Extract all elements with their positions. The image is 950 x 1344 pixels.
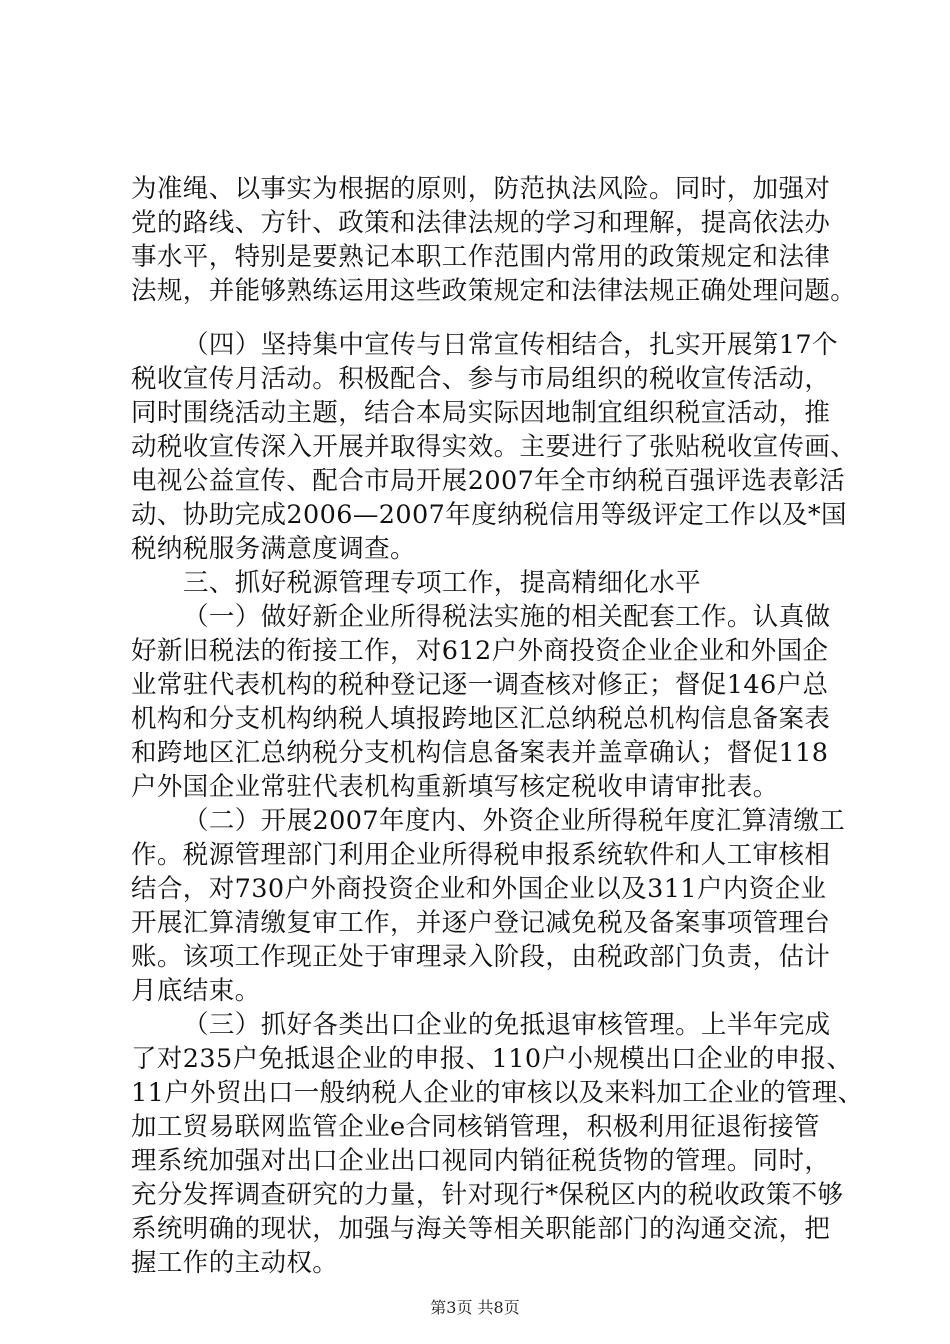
body-text-line: 同时围绕活动主题，结合本局实际因地制宜组织税宣活动，推: [131, 398, 831, 428]
paragraph-heading-line: （三）抓好各类出口企业的免抵退审核管理。上半年完成: [183, 1010, 831, 1040]
body-text-line: 动税收宣传深入开展并取得实效。主要进行了张贴税收宣传画、: [131, 432, 857, 462]
body-text-line: 税纳税服务满意度调查。: [131, 534, 416, 564]
body-text-line: 业常驻代表机构的税种登记逐一调查核对修正；督促146户总: [131, 670, 829, 700]
body-text-line: 账。该项工作现正处于审理录入阶段，由税政部门负责，估计: [131, 942, 831, 972]
body-text-line: 加工贸易联网监管企业e合同核销管理，积极利用征退衔接管: [131, 1112, 820, 1142]
body-text-line: 税收宣传月活动。积极配合、参与市局组织的税收宣传活动，: [131, 364, 831, 394]
body-text-line: 机构和分支机构纳税人填报跨地区汇总纳税总机构信息备案表: [131, 704, 831, 734]
body-text-line: 月底结束。: [131, 976, 261, 1006]
body-text-line: 和跨地区汇总纳税分支机构信息备案表并盖章确认；督促118: [131, 738, 829, 768]
body-text-line: 户外国企业常驻代表机构重新填写核定税收申请审批表。: [131, 772, 779, 802]
body-text-line: 握工作的主动权。: [131, 1248, 339, 1278]
body-text-line: 结合，对730户外商投资企业和外国企业以及311户内资企业: [131, 874, 827, 904]
body-text-line: 电视公益宣传、配合市局开展2007年全市纳税百强评选表彰活: [131, 466, 845, 496]
body-text-line: 理系统加强对出口企业出口视同内销征税货物的管理。同时，: [131, 1146, 831, 1176]
paragraph-heading-line: （四）坚持集中宣传与日常宣传相结合，扎实开展第17个: [183, 330, 838, 360]
body-text-line: 充分发挥调查研究的力量，针对现行*保税区内的税收政策不够: [131, 1180, 844, 1210]
body-text-line: 11户外贸出口一般纳税人企业的审核以及来料加工企业的管理、: [131, 1078, 864, 1108]
body-text-line: 好新旧税法的衔接工作，对612户外商投资企业企业和外国企: [131, 636, 829, 666]
body-text-line: 了对235户免抵退企业的申报、110户小规模出口企业的申报、: [131, 1044, 853, 1074]
paragraph-heading-line: （二）开展2007年度内、外资企业所得税年度汇算清缴工: [183, 806, 846, 836]
body-text-line: 事水平，特别是要熟记本职工作范围内常用的政策规定和法律: [131, 242, 831, 272]
paragraph-heading-line: （一）做好新企业所得税法实施的相关配套工作。认真做: [183, 602, 831, 632]
body-text-line: 党的路线、方针、政策和法律法规的学习和理解，提高依法办: [131, 208, 831, 238]
section-heading: 三、抓好税源管理专项工作，提高精细化水平: [183, 568, 702, 598]
body-text-line: 作。税源管理部门利用企业所得税申报系统软件和人工审核相: [131, 840, 831, 870]
body-text-line: 为准绳、以事实为根据的原则，防范执法风险。同时，加强对: [131, 174, 831, 204]
body-text-line: 法规，并能够熟练运用这些政策规定和法律法规正确处理问题。: [131, 276, 857, 306]
body-text-line: 开展汇算清缴复审工作，并逐户登记减免税及备案事项管理台: [131, 908, 831, 938]
page-footer: 第3页 共8页: [430, 1298, 520, 1317]
body-text-line: 系统明确的现状，加强与海关等相关职能部门的沟通交流，把: [131, 1214, 831, 1244]
body-text-line: 动、协助完成2006—2007年度纳税信用等级评定工作以及*国: [131, 500, 847, 530]
